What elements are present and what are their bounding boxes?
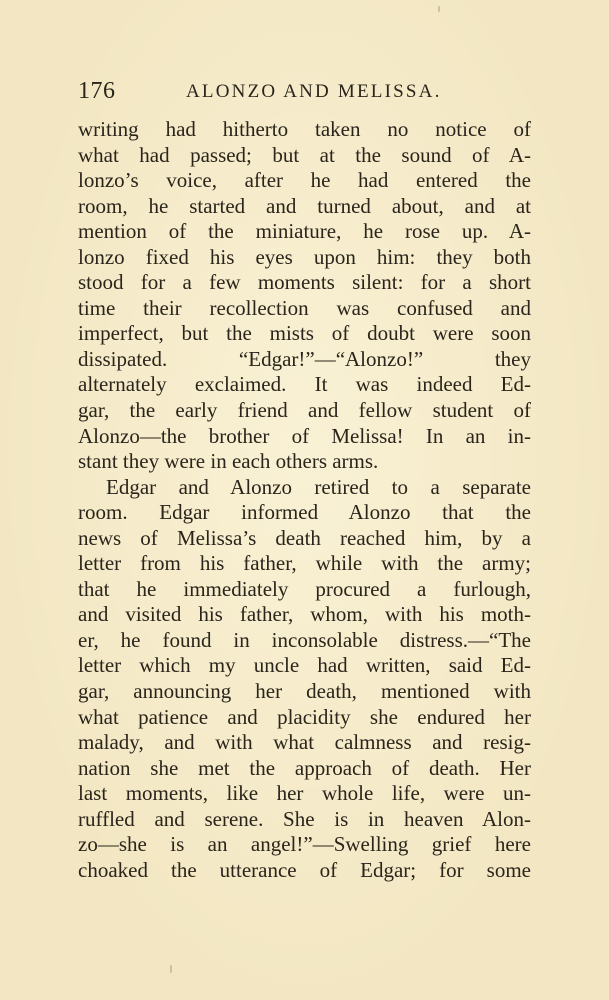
text-line: nation she met the approach of death. Her xyxy=(78,755,531,780)
text-line: gar, the early friend and fellow student of xyxy=(78,398,531,423)
text-line: room. Edgar informed Alonzo that the xyxy=(78,500,531,525)
paper-speck xyxy=(438,6,440,12)
page-number: 176 xyxy=(78,78,116,104)
text-line: Alonzo—the brother of Melissa! In an in- xyxy=(78,423,531,448)
text-line: what had passed; but at the sound of A- xyxy=(78,142,531,167)
text-line: and visited his father, whom, with his moth- xyxy=(78,602,531,627)
text-line: lonzo fixed his eyes upon him: they both xyxy=(78,244,531,269)
text-line: letter from his father, while with the army; xyxy=(78,551,531,576)
page-header xyxy=(78,76,533,110)
text-line: news of Melissa’s death reached him, by a xyxy=(78,525,531,550)
text-line: mention of the miniature, he rose up. A- xyxy=(78,219,531,244)
text-line: stood for a few moments silent: for a short xyxy=(78,270,531,295)
text-line: malady, and with what calmness and resig- xyxy=(78,730,531,755)
text-line: what patience and placidity she endured her xyxy=(78,704,531,729)
text-line: alternately exclaimed. It was indeed Ed- xyxy=(78,372,531,397)
text-line: time their recollection was confused and xyxy=(78,295,531,320)
text-line: letter which my uncle had written, said Ed- xyxy=(78,653,531,678)
text-line: gar, announcing her death, mentioned with xyxy=(78,679,531,704)
paper-speck xyxy=(170,965,172,973)
text-line: Edgar and Alonzo retired to a separate xyxy=(106,474,531,499)
text-line: that he immediately procured a furlough, xyxy=(78,576,531,601)
text-line: ruffled and serene. She is in heaven Alon- xyxy=(78,806,531,831)
text-line: choaked the utterance of Edgar; for some xyxy=(78,857,531,882)
text-line: writing had hitherto taken no notice of xyxy=(78,117,531,141)
text-line: room, he started and turned about, and at xyxy=(78,193,531,218)
text-line: last moments, like her whole life, were un- xyxy=(78,781,531,806)
text-line: lonzo’s voice, after he had entered the xyxy=(78,168,531,193)
text-line: zo—she is an angel!”—Swelling grief here xyxy=(78,832,531,857)
text-line: er, he found in inconsolable distress.—“The xyxy=(78,627,531,652)
text-line: imperfect, but the mists of doubt were soon xyxy=(78,321,531,346)
text-line: dissipated. “Edgar!”—“Alonzo!” they xyxy=(78,346,531,371)
running-head: ALONZO AND MELISSA. xyxy=(186,81,442,102)
text-line: stant they were in each others arms. xyxy=(78,449,379,474)
body-text xyxy=(78,117,531,883)
